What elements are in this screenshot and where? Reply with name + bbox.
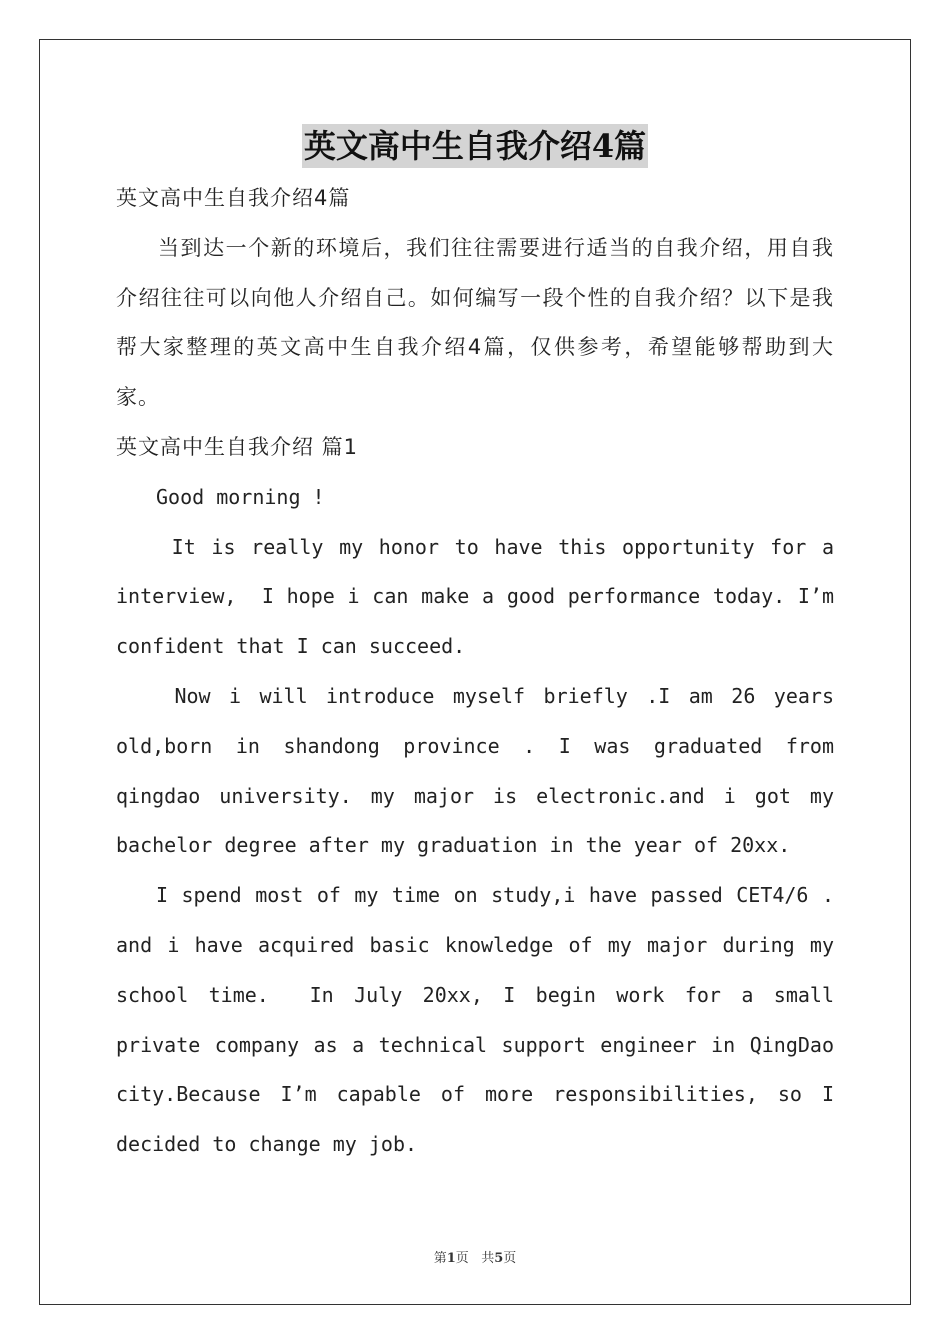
paragraph-greeting: Good morning ! (156, 484, 325, 509)
footer-total-suffix: 页 (503, 1251, 517, 1266)
footer-prefix: 第 (433, 1251, 447, 1266)
paragraph-experience: I spend most of my time on study,i have passed CET4/6 . and i have acquired basic knowledge of my major during my school time. In July 20xx, I begin work for a small private company as a technical support engineer in QingDao city.Because I’m capable of more responsibilities, so I decided to change my job. (116, 883, 847, 1157)
footer-total-prefix: 共 (481, 1251, 495, 1266)
document-title: 英文高中生自我介绍4篇 (302, 124, 648, 168)
paragraph-introduction: Now i will introduce myself briefly .I am 26 years old,born in shandong province . I was graduated from qingdao university. my major is electronic.and i got my bachelor degree after my graduation in the year of 20xx. (116, 683, 847, 858)
section-heading: 英文高中生自我介绍 篇1 (116, 434, 359, 459)
intro-paragraph: 当到达一个新的环境后，我们往往需要进行适当的自我介绍，用自我介绍往往可以向他人介绍自己。如何编写一段个性的自我介绍？以下是我帮大家整理的英文高中生自我介绍4篇，仅供参考，希望能够帮助到大家。 (116, 235, 834, 410)
footer-page-number: 1 (446, 1251, 456, 1266)
footer-total-pages: 5 (494, 1251, 504, 1266)
page-footer (0, 1247, 950, 1266)
document-subtitle: 英文高中生自我介绍4篇 (116, 186, 351, 210)
footer-page-suffix: 页 (455, 1251, 469, 1266)
paragraph-honor: It is really my honor to have this opportunity for a interview, I hope i can make a good performance today. I’m confident that I can succeed. (116, 534, 847, 659)
title-wrap (0, 124, 950, 168)
document-body (116, 174, 847, 1170)
